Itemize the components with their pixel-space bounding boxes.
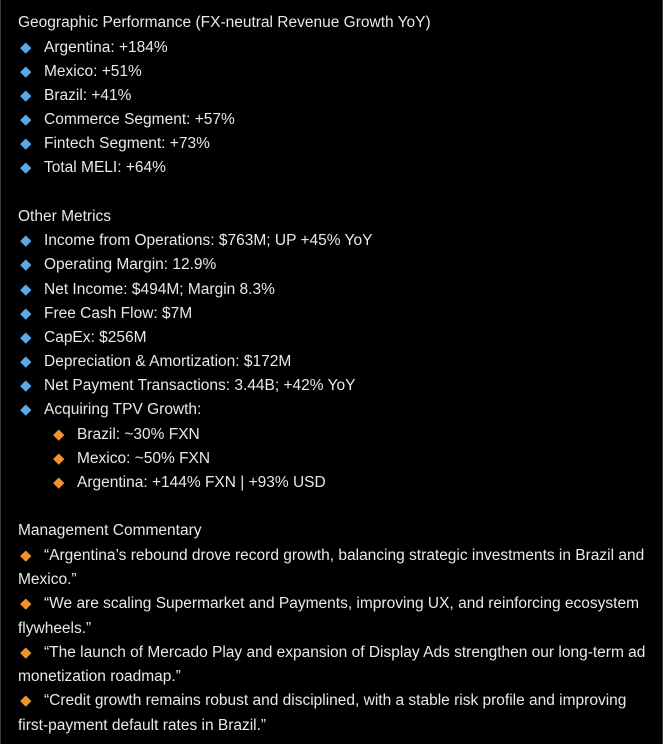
- list-item: Fintech Segment: +73%: [18, 132, 648, 156]
- blue-diamond-icon: [20, 163, 31, 174]
- commentary-quote: “Credit growth remains robust and disciplined, with a stable risk profile and improving first-payment default rates in Brazil.”: [18, 692, 627, 734]
- blue-diamond-icon: [20, 90, 31, 101]
- list-item: Commerce Segment: +57%: [18, 108, 648, 132]
- commentary-quote: “The launch of Mercado Play and expansion of Display Ads strengthen our long-term ad monetization roadmap.”: [18, 643, 646, 686]
- blue-diamond-icon: [20, 308, 31, 319]
- sub-list-item: Mexico: ~50% FXN: [18, 447, 648, 471]
- section-gap: [18, 495, 648, 519]
- list-item: Mexico: +51%: [18, 60, 648, 84]
- blue-diamond-icon: [20, 115, 31, 126]
- blue-diamond-icon: [20, 357, 31, 368]
- blue-diamond-icon: [20, 139, 31, 150]
- list-item: Income from Operations: $763M; UP +45% YoY: [18, 229, 648, 253]
- other-metrics-heading: Other Metrics: [18, 207, 112, 225]
- blue-diamond-icon: [20, 42, 31, 53]
- orange-diamond-icon: [20, 647, 31, 658]
- message-content: [18, 11, 648, 738]
- blue-diamond-icon: [20, 332, 31, 343]
- blue-diamond-icon: [20, 260, 31, 271]
- list-item: Operating Margin: 12.9%: [18, 253, 648, 277]
- section-gap: [18, 181, 648, 205]
- list-item: Net Income: $494M; Margin 8.3%: [18, 278, 648, 302]
- orange-diamond-icon: [20, 550, 31, 561]
- management-commentary-list: [18, 544, 648, 738]
- commentary-quote: “Argentina’s rebound drove record growth, balancing strategic investments in Brazil and Mexico.”: [18, 546, 645, 588]
- list-item: Depreciation & Amortization: $172M: [18, 350, 648, 374]
- list-item: Brazil: +41%: [18, 84, 648, 108]
- list-item: Net Payment Transactions: 3.44B; +42% YoY: [18, 374, 648, 398]
- sub-list-item: Brazil: ~30% FXN: [18, 423, 648, 447]
- blue-diamond-icon: [20, 381, 31, 392]
- commentary-quote: “We are scaling Supermarket and Payments, improving UX, and reinforcing ecosystem flywheels.”: [18, 595, 640, 637]
- blue-diamond-icon: [20, 236, 31, 247]
- orange-diamond-icon: [20, 696, 31, 707]
- list-item: Argentina: +184%: [18, 36, 648, 60]
- blue-diamond-icon: [20, 405, 31, 416]
- other-metrics-list: [18, 229, 648, 495]
- geographic-performance-list: [18, 36, 648, 181]
- sub-list-item: Argentina: +144% FXN | +93% USD: [18, 471, 648, 495]
- list-item: Total MELI: +64%: [18, 156, 648, 180]
- orange-diamond-icon: [53, 429, 64, 440]
- orange-diamond-icon: [53, 453, 64, 464]
- blue-diamond-icon: [20, 284, 31, 295]
- list-item: Free Cash Flow: $7M: [18, 302, 648, 326]
- orange-diamond-icon: [53, 477, 64, 488]
- management-commentary-heading: Management Commentary: [18, 522, 202, 540]
- list-item: CapEx: $256M: [18, 326, 648, 350]
- blue-diamond-icon: [20, 66, 31, 77]
- orange-diamond-icon: [20, 599, 31, 610]
- geographic-performance-heading: Geographic Performance (FX-neutral Revenue Growth YoY): [18, 14, 431, 31]
- list-item: Acquiring TPV Growth:: [18, 398, 648, 422]
